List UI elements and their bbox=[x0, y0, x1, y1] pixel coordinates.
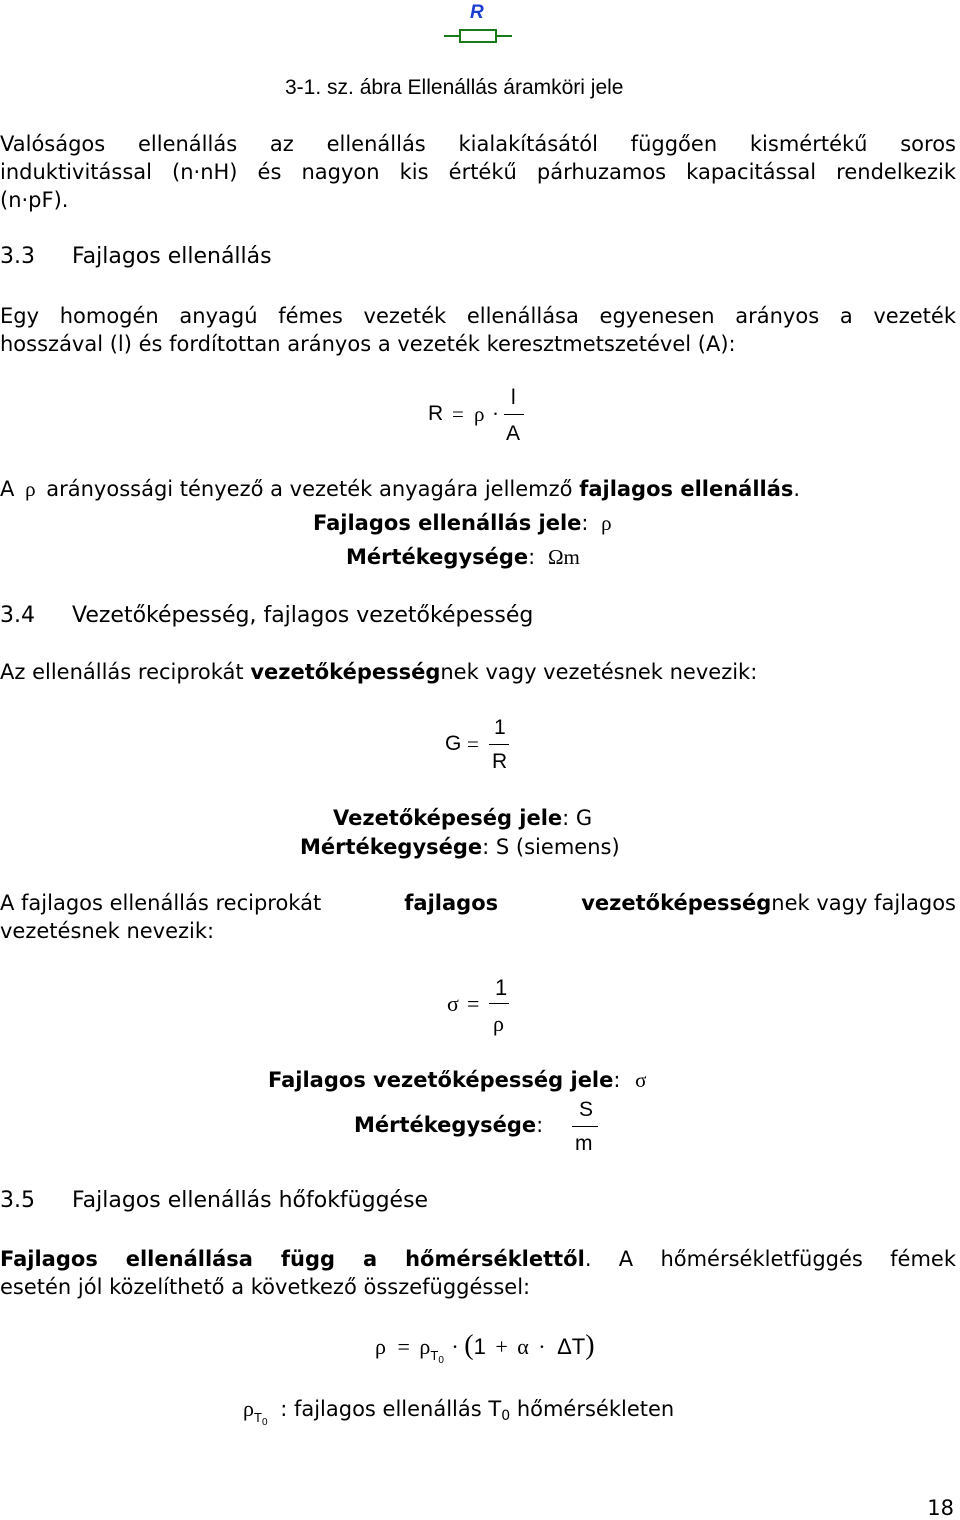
sym-rest: : G bbox=[562, 806, 593, 830]
para-line-1 bbox=[0, 1245, 956, 1273]
section-3-4-paragraph bbox=[0, 660, 757, 684]
formula-specific-conductance bbox=[447, 975, 527, 1037]
rho-symbol-line bbox=[313, 511, 612, 536]
formula-dot: · bbox=[451, 1334, 459, 1359]
note-t0: 0 bbox=[501, 1408, 511, 1424]
p-bold: Fajlagos ellenállása függ a hőmérséklettől bbox=[0, 1247, 585, 1271]
formula-numerator: 1 bbox=[494, 716, 506, 739]
note-subsub: 0 bbox=[261, 1417, 268, 1428]
rho-unit-line bbox=[346, 545, 580, 570]
formula-alpha: α bbox=[517, 1334, 529, 1359]
section-title: Fajlagos ellenállás bbox=[72, 244, 272, 269]
unit-label: Mértékegysége bbox=[354, 1113, 537, 1137]
unit-colon: : bbox=[536, 1113, 544, 1137]
formula-one: 1 bbox=[473, 1334, 486, 1359]
para-line-2: hosszával (l) és fordítottan arányos a vezeték keresztmetszetével (A): bbox=[0, 332, 736, 356]
formula-dot: · bbox=[492, 402, 499, 426]
sym-value: ρ bbox=[601, 511, 612, 535]
para-line-2: esetén jól közelíthető a következő összefüggéssel: bbox=[0, 1275, 531, 1299]
formula-denominator: R bbox=[492, 750, 508, 773]
def-bold: fajlagos ellenállás bbox=[579, 477, 794, 501]
note-rho: ρ bbox=[243, 1396, 254, 1421]
p2-bold-2: vezetőképesség bbox=[581, 891, 772, 915]
formula-subsub: 0 bbox=[438, 1355, 444, 1366]
conductance-unit-line bbox=[300, 835, 620, 859]
note-end: hőmérsékleten bbox=[516, 1397, 675, 1421]
p-bold: vezetőképesség bbox=[250, 660, 441, 684]
formula-delta: ΔT bbox=[557, 1334, 586, 1359]
fraction-line bbox=[489, 1003, 509, 1004]
page-number: 18 bbox=[927, 1496, 954, 1520]
note-text: : fajlagos ellenállás T bbox=[280, 1397, 502, 1421]
sym-colon: : bbox=[613, 1068, 621, 1092]
section-number: 3.5 bbox=[0, 1188, 35, 1213]
p2-bold-2-wrap bbox=[581, 889, 956, 917]
section-number: 3.4 bbox=[0, 603, 35, 628]
formula-numerator: 1 bbox=[495, 975, 508, 1000]
formula-eq: = bbox=[467, 732, 479, 756]
def-rho: ρ bbox=[25, 477, 36, 501]
p2-post: nek vagy fajlagos bbox=[771, 891, 956, 915]
unit-label: Mértékegysége bbox=[346, 545, 529, 569]
section-3-5-heading bbox=[0, 1188, 428, 1213]
fraction-line bbox=[489, 744, 509, 745]
formula-rho: ρ bbox=[419, 1334, 431, 1359]
formula-plus: + bbox=[495, 1334, 508, 1359]
p2-pre: A fajlagos ellenállás reciprokát bbox=[0, 891, 322, 915]
intro-line-1: Valóságos ellenállás az ellenállás kialakításától függően kismértékű soros bbox=[0, 132, 956, 156]
formula-eq: = bbox=[397, 1334, 410, 1359]
section-3-5-paragraph bbox=[0, 1245, 956, 1301]
unit-value: Ωm bbox=[547, 545, 580, 569]
unit-rest: : S (siemens) bbox=[482, 835, 620, 859]
p-pre: Az ellenállás reciprokát bbox=[0, 660, 244, 684]
unit-colon: : bbox=[528, 545, 536, 569]
specific-conductance-paragraph bbox=[0, 889, 956, 945]
note-sub: T bbox=[253, 1410, 262, 1425]
formula-rho: ρ bbox=[474, 402, 485, 426]
p-post: nek vagy vezetésnek nevezik: bbox=[440, 660, 758, 684]
formula-sub: T bbox=[430, 1348, 439, 1363]
formula-open: ( bbox=[464, 1330, 474, 1361]
formula-dot-2: · bbox=[538, 1334, 546, 1359]
def-end: . bbox=[793, 477, 801, 501]
figure-caption: 3-1. sz. ábra Ellenállás áramköri jele bbox=[285, 76, 624, 99]
formula-temperature bbox=[375, 1330, 595, 1366]
resistor-symbol-icon bbox=[444, 26, 512, 46]
section-3-3-heading bbox=[0, 244, 272, 269]
formula-eq: = bbox=[452, 402, 464, 426]
sym-label: Vezetőképeség jele bbox=[333, 806, 563, 830]
unit-numerator: S bbox=[579, 1098, 594, 1121]
rho-definition bbox=[0, 477, 800, 502]
formula-lhs: ρ bbox=[375, 1334, 386, 1359]
rho-t0-note bbox=[243, 1396, 675, 1428]
unit-denominator: m bbox=[575, 1132, 593, 1155]
intro-line-3: (n·pF). bbox=[0, 188, 69, 212]
sigma-symbol-line bbox=[268, 1068, 646, 1093]
formula-resistance bbox=[428, 386, 548, 446]
section-3-3-paragraph bbox=[0, 302, 956, 358]
para-line-1 bbox=[0, 889, 956, 917]
formula-lhs: R bbox=[428, 402, 444, 425]
intro-paragraph bbox=[0, 130, 956, 214]
fraction-line bbox=[504, 414, 524, 415]
formula-eq: = bbox=[467, 991, 480, 1016]
para-line-2: vezetésnek nevezik: bbox=[0, 919, 215, 943]
def-a: A bbox=[0, 477, 15, 501]
conductance-symbol-line bbox=[333, 806, 592, 830]
formula-conductance bbox=[445, 716, 525, 776]
sym-colon: : bbox=[581, 511, 589, 535]
section-3-4-heading bbox=[0, 603, 533, 628]
unit-label-wrap bbox=[354, 1113, 543, 1137]
sigma-unit-line bbox=[354, 1098, 614, 1160]
section-title: Vezetőképesség, fajlagos vezetőképesség bbox=[72, 603, 534, 628]
fraction-line bbox=[572, 1126, 598, 1127]
formula-denominator: ρ bbox=[493, 1011, 504, 1036]
sym-label: Fajlagos vezetőképesség jele bbox=[268, 1068, 614, 1092]
p2-bold-1: fajlagos bbox=[404, 891, 499, 915]
formula-denominator: A bbox=[506, 422, 521, 445]
intro-line-2: induktivitással (n·nH) és nagyon kis értékű párhuzamos kapacitással rendelkezik bbox=[0, 160, 956, 184]
sym-label: Fajlagos ellenállás jele bbox=[313, 511, 582, 535]
formula-numerator: l bbox=[511, 386, 516, 409]
formula-lhs: σ bbox=[447, 991, 459, 1016]
formula-close: ) bbox=[585, 1330, 595, 1361]
formula-lhs: G bbox=[445, 732, 462, 755]
def-text: arányossági tényező a vezeték anyagára jellemző bbox=[46, 477, 573, 501]
unit-label: Mértékegysége bbox=[300, 835, 483, 859]
p-rest: . A hőmérsékletfüggés fémek bbox=[584, 1247, 956, 1271]
sym-value: σ bbox=[635, 1068, 647, 1092]
section-number: 3.3 bbox=[0, 244, 35, 269]
resistor-label: R bbox=[470, 2, 484, 23]
para-line-1: Egy homogén anyagú fémes vezeték ellenállása egyenesen arányos a vezeték bbox=[0, 304, 956, 328]
section-title: Fajlagos ellenállás hőfokfüggése bbox=[72, 1188, 429, 1213]
